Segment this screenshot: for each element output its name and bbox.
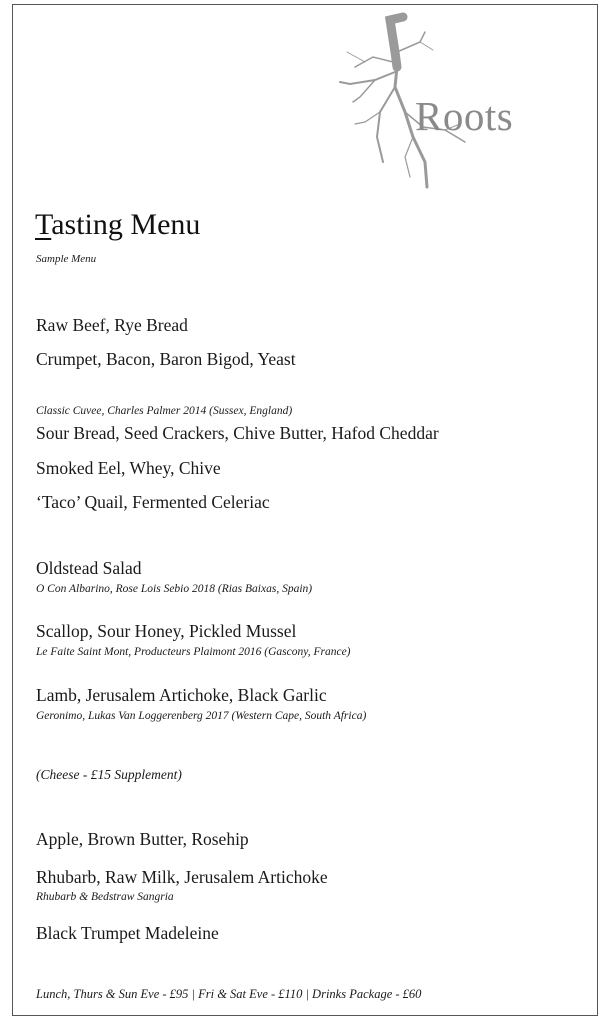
- dish-apple: Apple, Brown Butter, Rosehip: [36, 829, 249, 849]
- dish-oldstead-salad: Oldstead Salad: [36, 558, 142, 578]
- dish-raw-beef: Raw Beef, Rye Bread: [36, 315, 188, 335]
- wine-pairing-le-faite: Le Faite Saint Mont, Producteurs Plaimont 2016 (Gascony, France): [36, 646, 351, 658]
- cheese-supplement: (Cheese - £15 Supplement): [36, 767, 182, 782]
- dish-smoked-eel: Smoked Eel, Whey, Chive: [36, 458, 221, 478]
- wine-pairing-classic-cuvee: Classic Cuvee, Charles Palmer 2014 (Sussex, England): [36, 405, 293, 417]
- page-title: [35, 208, 200, 242]
- wine-pairing-sangria: Rhubarb & Bedstraw Sangria: [36, 891, 174, 903]
- dish-sour-bread: Sour Bread, Seed Crackers, Chive Butter, Hafod Cheddar: [36, 423, 439, 443]
- dish-scallop: Scallop, Sour Honey, Pickled Mussel: [36, 621, 297, 641]
- logo-wordmark: Roots: [415, 93, 514, 139]
- dish-lamb: Lamb, Jerusalem Artichoke, Black Garlic: [36, 685, 327, 705]
- dish-crumpet: Crumpet, Bacon, Baron Bigod, Yeast: [36, 349, 296, 369]
- dish-black-trumpet-madeleine: Black Trumpet Madeleine: [36, 923, 219, 943]
- dish-taco-quail: ‘Taco’ Quail, Fermented Celeriac: [36, 492, 270, 512]
- pricing-footer: Lunch, Thurs & Sun Eve - £95 | Fri & Sat Eve - £110 | Drinks Package - £60: [36, 987, 422, 1001]
- dish-rhubarb: Rhubarb, Raw Milk, Jerusalem Artichoke: [36, 867, 328, 887]
- page-subtitle: Sample Menu: [36, 253, 97, 265]
- wine-pairing-o-con: O Con Albarino, Rose Lois Sebio 2018 (Rias Baixas, Spain): [36, 583, 313, 595]
- title-initial: T: [35, 208, 52, 241]
- title-rest: asting Menu: [51, 208, 201, 241]
- wine-pairing-geronimo: Geronimo, Lukas Van Loggerenberg 2017 (Western Cape, South Africa): [36, 710, 367, 722]
